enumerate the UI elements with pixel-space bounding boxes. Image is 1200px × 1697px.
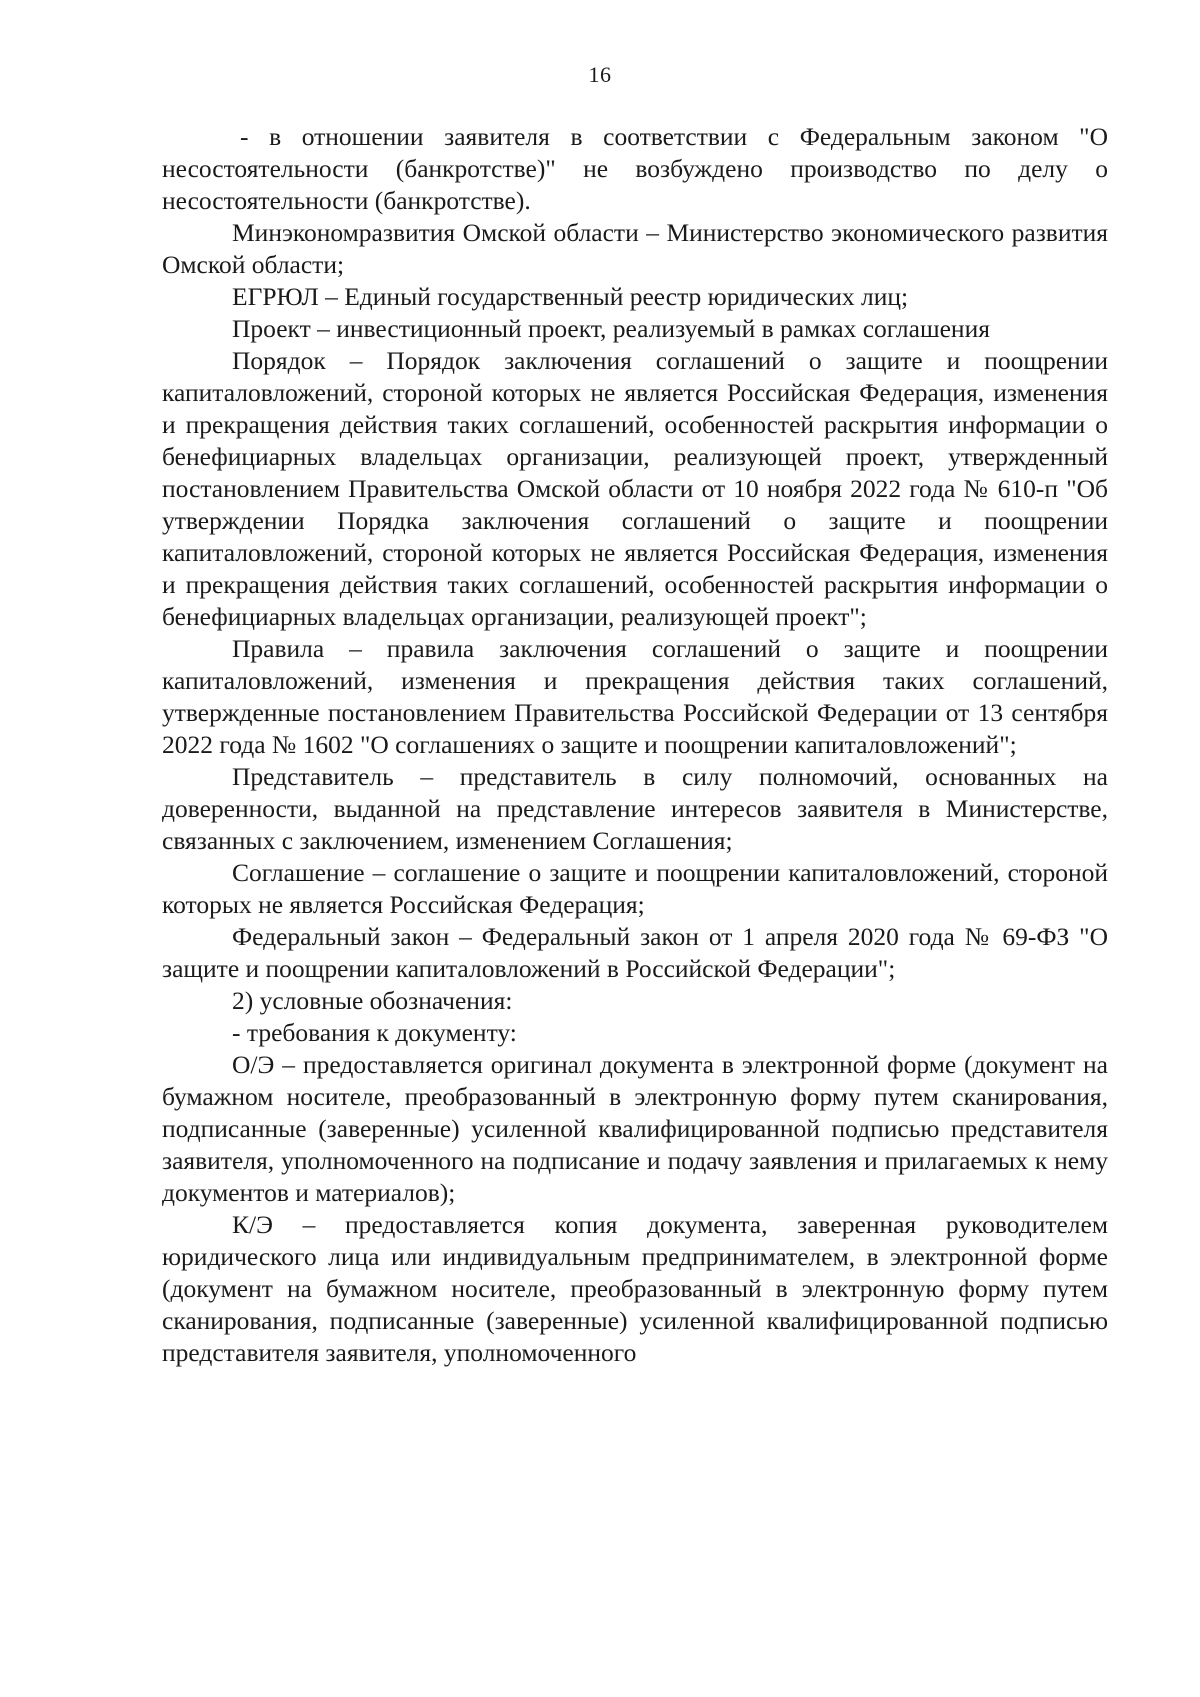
paragraph-document-requirements: - требования к документу: bbox=[232, 1018, 517, 1047]
paragraph-term-project: Проект – инвестиционный проект, реализуемый в рамках соглашения bbox=[232, 314, 990, 343]
paragraph-term-procedure: Порядок – Порядок заключения соглашений о защите и поощрении капиталовложений, стороной которых не является Российская Федерация, изменения и прекращения действия таких соглашений, особенностей раскрытия информации о бенефициарных владельцах организации, реализующей проект, утвержденный постановлением Правительства Омской области от 10 ноября 2022 года № 610-п "Об утверждении Порядка заключения соглашений о защите и поощрении капиталовложений, стороной которых не является Российская Федерация, изменения и прекращения действия таких соглашений, особенностей раскрытия информации о бенефициарных владельцах организации, реализующей проект"; bbox=[162, 346, 1108, 631]
paragraph-copy-electronic: К/Э – предоставляется копия документа, заверенная руководителем юридического лица или индивидуальным предпринимателем, в электронной форме (документ на бумажном носителе, преобразованный в электронную форму путем сканирования, подписанные (заверенные) усиленной квалифицированной подписью представителя заявителя, уполномоченного bbox=[162, 1210, 1108, 1367]
paragraph-term-representative: Представитель – представитель в силу полномочий, основанных на доверенности, выданной на представление интересов заявителя в Министерстве, связанных с заключением, изменением Соглашения; bbox=[162, 762, 1108, 855]
paragraph-original-electronic: О/Э – предоставляется оригинал документа в электронной форме (документ на бумажном носителе, преобразованный в электронную форму путем сканирования, подписанные (заверенные) усиленной квалифицированной подписью представителя заявителя, уполномоченного на подписание и подачу заявления и прилагаемых к нему документов и материалов); bbox=[162, 1050, 1108, 1207]
page-number: 16 bbox=[588, 62, 612, 87]
paragraph-bankruptcy-condition: - в отношении заявителя в соответствии с Федеральным законом "О несостоятельности (банкротстве)" не возбуждено производство по делу о несостоятельности (банкротстве). bbox=[162, 122, 1108, 215]
paragraph-term-agreement: Соглашение – соглашение о защите и поощрении капиталовложений, стороной которых не является Российская Федерация; bbox=[162, 858, 1108, 919]
document-body bbox=[162, 121, 1108, 1369]
paragraph-legend-heading: 2) условные обозначения: bbox=[232, 986, 513, 1015]
paragraph-term-mineconomdev: Минэкономразвития Омской области – Министерство экономического развития Омской области; bbox=[162, 218, 1108, 279]
paragraph-term-egrul: ЕГРЮЛ – Единый государственный реестр юридических лиц; bbox=[232, 282, 909, 311]
paragraph-term-rules: Правила – правила заключения соглашений о защите и поощрении капиталовложений, изменения и прекращения действия таких соглашений, утвержденные постановлением Правительства Российской Федерации от 13 сентября 2022 года № 1602 "О соглашениях о защите и поощрении капиталовложений"; bbox=[162, 634, 1108, 759]
paragraph-term-federal-law: Федеральный закон – Федеральный закон от 1 апреля 2020 года № 69-ФЗ "О защите и поощрении капиталовложений в Российской Федерации"; bbox=[162, 922, 1108, 983]
